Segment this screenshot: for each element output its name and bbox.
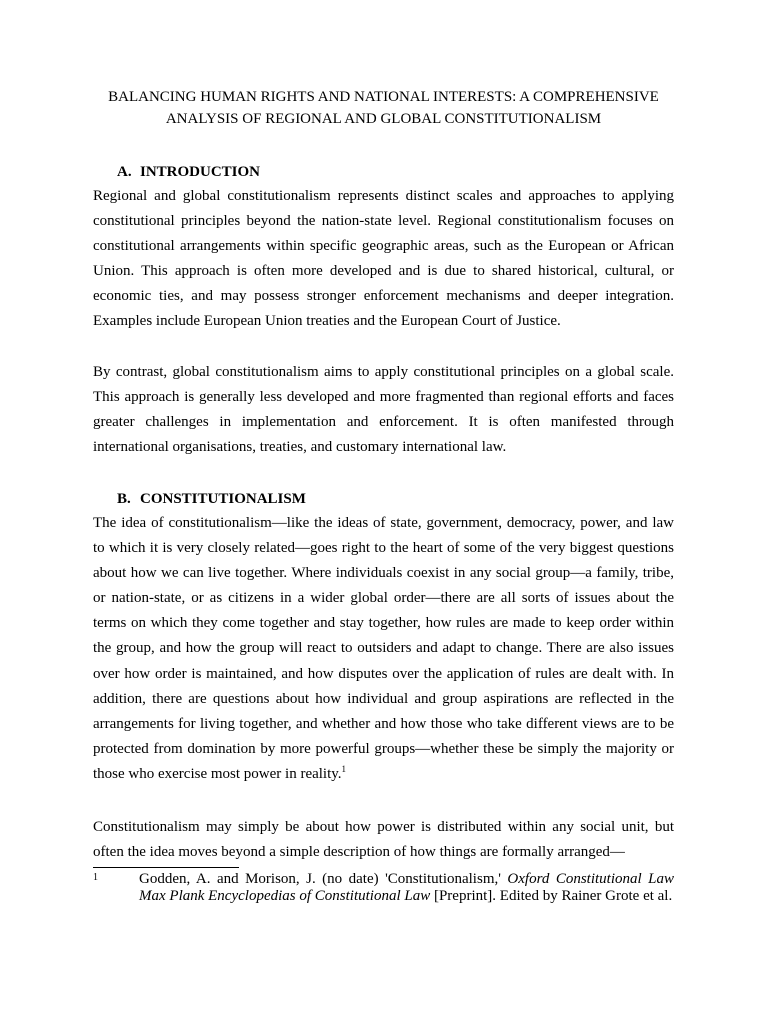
footnote-number: 1 <box>93 872 98 883</box>
section-a-number: A. <box>117 164 132 180</box>
constitutionalism-paragraph-1 <box>93 511 674 787</box>
constitutionalism-paragraph-1-text: The idea of constitutionalism—like the ideas of state, government, democracy, power, and law to which it is very closely related—goes right to the heart of some of the very biggest questions about how we can live together. Where individuals coexist in any social group—a family, tribe, or nation-state, or as citizens in a wider global order—there are all sorts of issues about the terms on which they come together and stay together, how rules are made to keep order within the group, and how the group will react to outsiders and adapt to change. There are also issues over how order is maintained, and how disputes over the application of rules are dealt with. In addition, there are questions about how individual and group aspirations are reflected in the arrangements for living together, and whether and how those who take different views are to be protected from domination by more powerful groups—whether these be simply the majority or those who exercise most power in reality. <box>93 515 674 782</box>
section-b-number: B. <box>117 491 131 507</box>
constitutionalism-paragraph-2: Constitutionalism may simply be about how power is distributed within any social unit, but often the idea moves beyond a simple description of how things are formally arranged— <box>93 819 674 861</box>
intro-paragraph-1: Regional and global constitutionalism represents distinct scales and approaches to applying constitutional principles beyond the nation-state level. Regional constitutionalism focuses on constitutional arrangements within specific geographic areas, such as the European or African Union. This approach is often more developed and is due to shared historical, cultural, or economic ties, and may possess stronger enforcement mechanisms and deeper integration. Examples include European Union treaties and the European Court of Justice. <box>93 188 674 330</box>
section-a-title: INTRODUCTION <box>140 164 261 180</box>
footnote-text <box>139 871 674 905</box>
footnote-text-after: [Preprint]. Edited by Rainer Grote et al. <box>430 888 673 904</box>
footnote-italic-title: Oxford Constitutional Law Max Plank Encyclopedias of Constitutional Law <box>139 871 674 904</box>
intro-paragraph-2: By contrast, global constitutionalism aims to apply constitutional principles on a global scale. This approach is generally less developed and more fragmented than regional efforts and faces greater challenges in implementation and enforcement. It is often manifested through international organisations, treaties, and customary international law. <box>93 364 674 456</box>
footnote-reference[interactable]: 1 <box>341 763 347 774</box>
document-title <box>93 86 674 130</box>
section-b-title: CONSTITUTIONALISM <box>140 491 306 507</box>
title-line-2: ANALYSIS OF REGIONAL AND GLOBAL CONSTITUTIONALISM <box>165 111 602 127</box>
footnote-separator <box>93 867 239 868</box>
footnote <box>93 871 674 905</box>
section-b-heading <box>117 489 306 509</box>
footnote-text-before: Godden, A. and Morison, J. (no date) 'Constitutionalism,' <box>139 871 508 887</box>
section-a-heading <box>117 162 260 182</box>
title-line-1: BALANCING HUMAN RIGHTS AND NATIONAL INTERESTS: A COMPREHENSIVE <box>108 89 659 105</box>
